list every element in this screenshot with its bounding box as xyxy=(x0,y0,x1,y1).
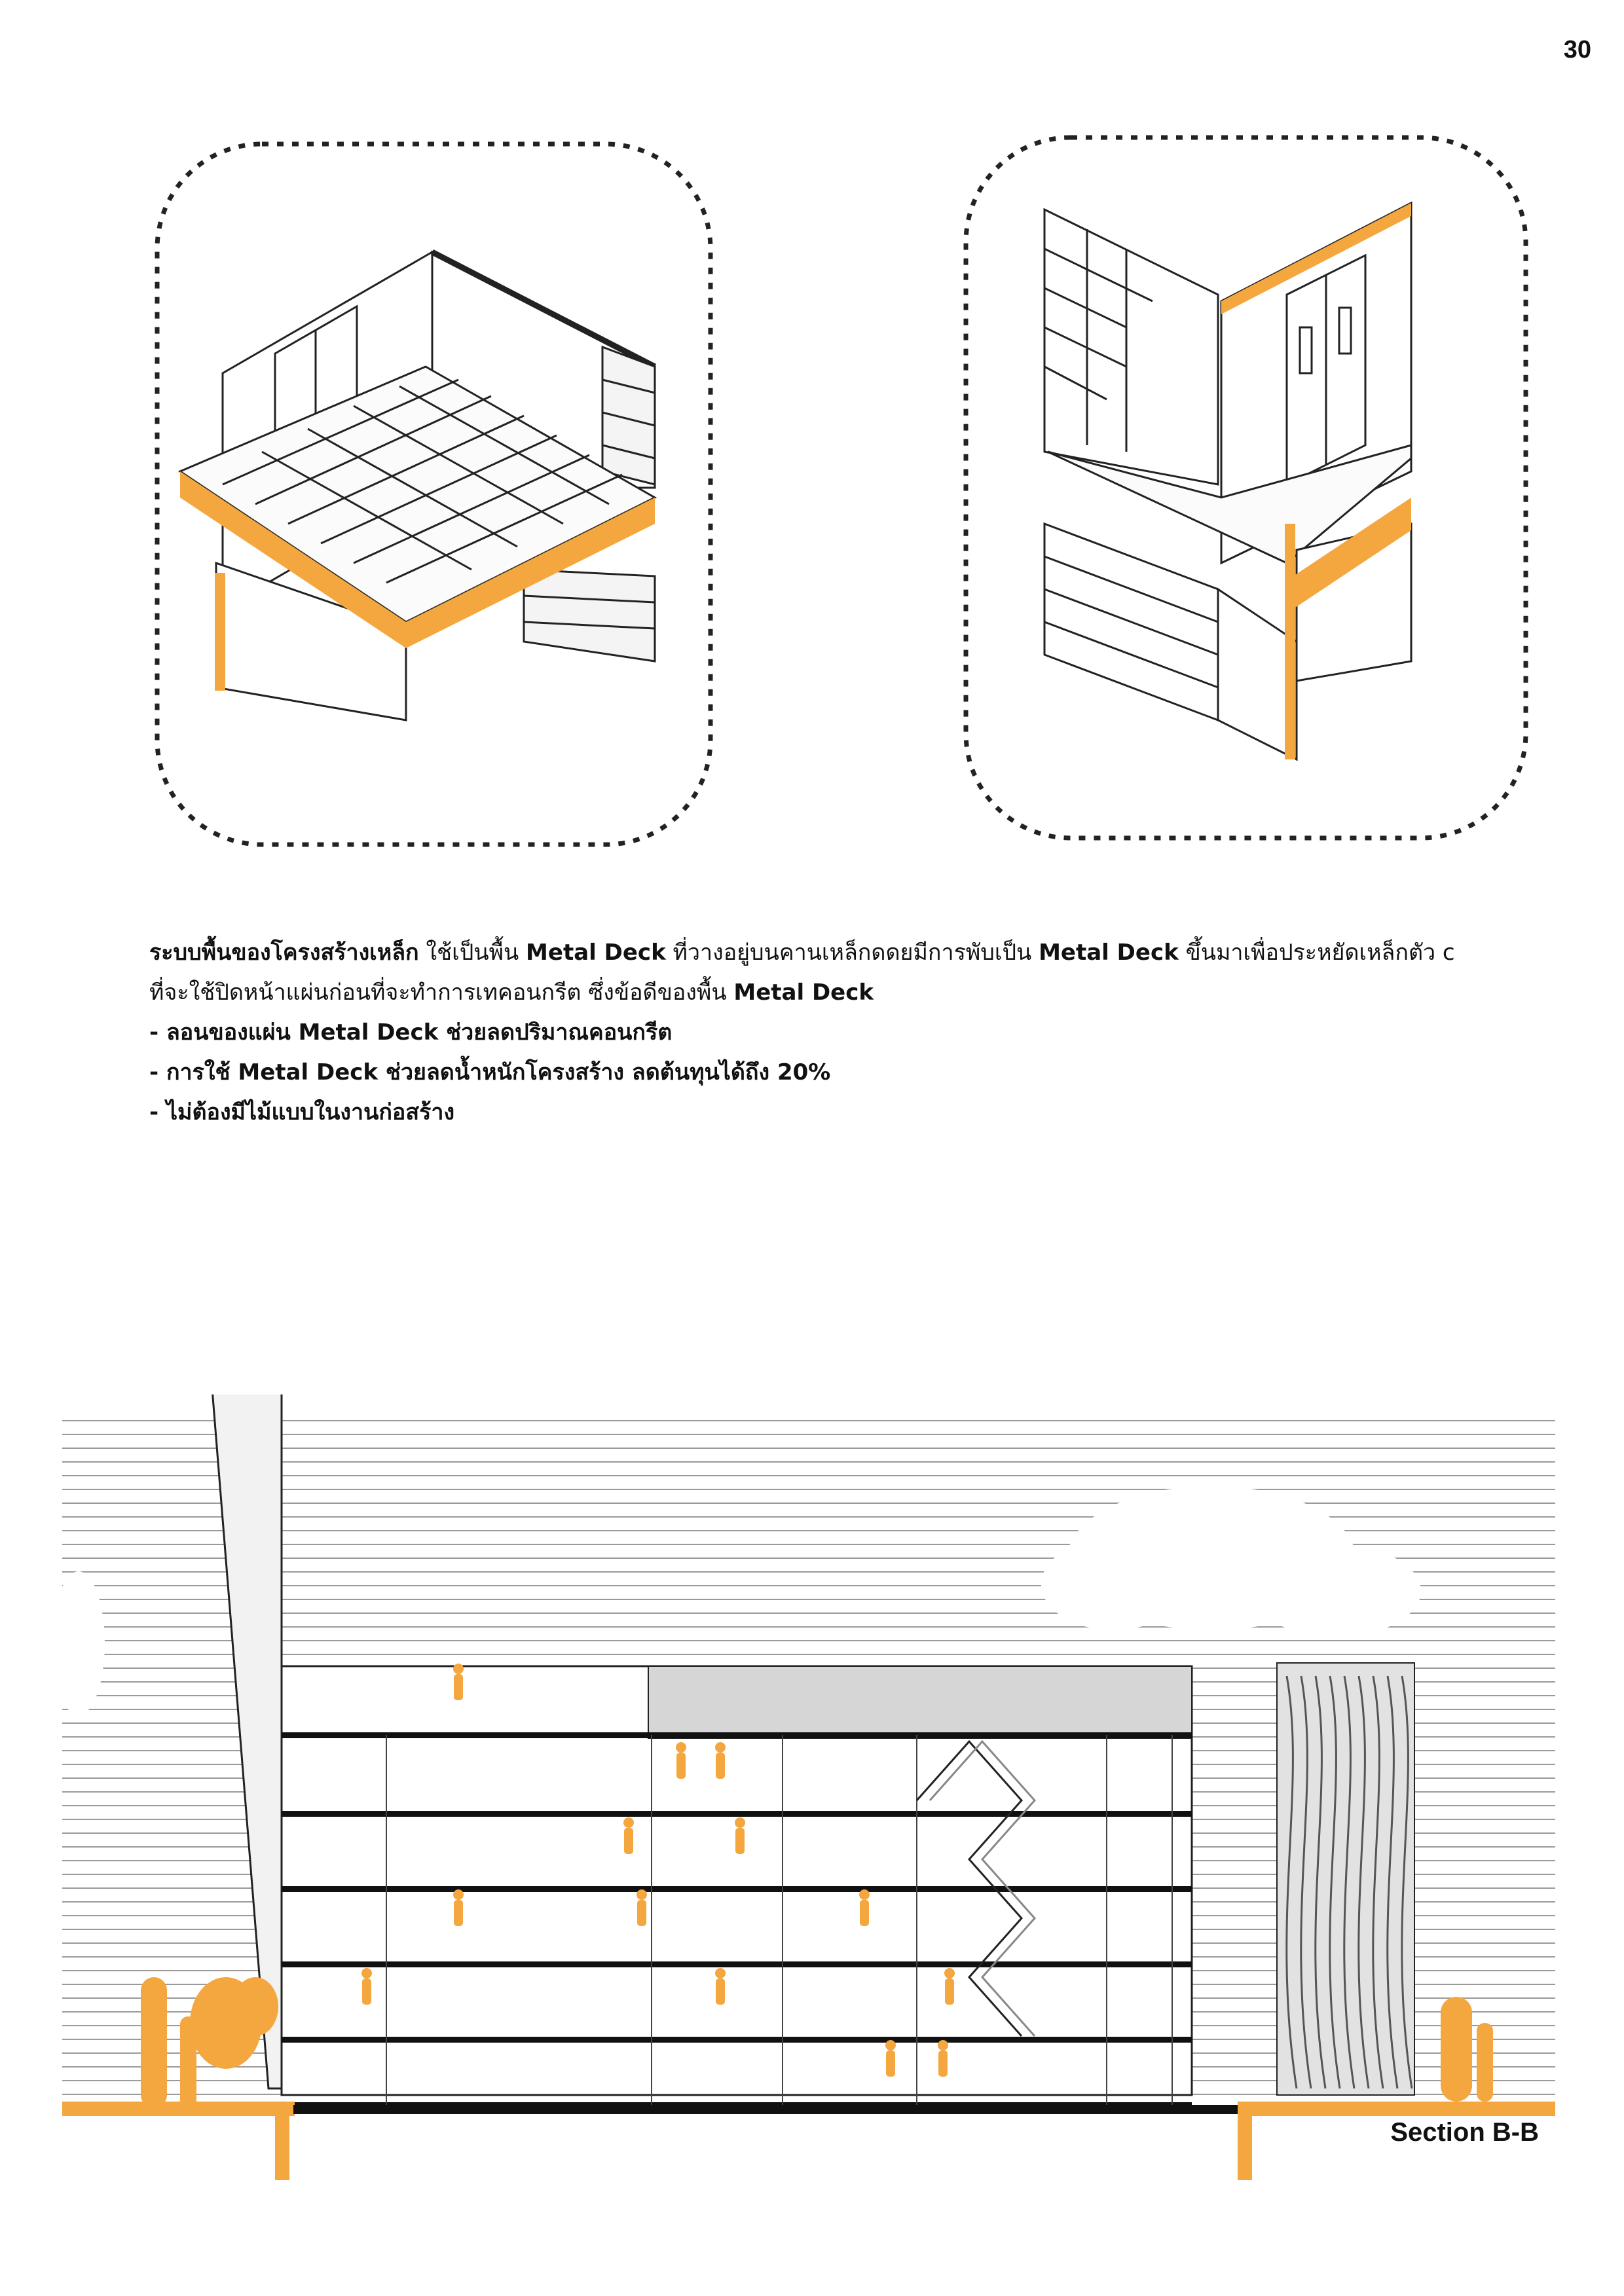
person-figure xyxy=(938,2040,948,2050)
cloud xyxy=(52,1571,105,1715)
person-figure xyxy=(938,2050,948,2077)
description-line-2: ที่จะใช้ปิดหน้าแผ่นก่อนที่จะทำการเทคอนกรีต ซึ่งข้อดีของพื้น Metal Deck xyxy=(149,979,874,1006)
tree xyxy=(141,1977,167,2108)
person-figure xyxy=(676,1753,686,1779)
floor-slab xyxy=(282,1886,1192,1892)
person-figure xyxy=(715,1742,726,1753)
tree xyxy=(1441,1997,1472,2102)
page-number: 30 xyxy=(1563,36,1591,64)
person-figure xyxy=(637,1900,646,1926)
person-figure xyxy=(716,1978,725,2005)
person-figure xyxy=(453,1664,464,1674)
person-figure xyxy=(453,1889,464,1900)
person-figure xyxy=(454,1674,463,1700)
section-label: Section B-B xyxy=(1390,2118,1539,2147)
person-figure xyxy=(624,1828,633,1854)
section-drawing xyxy=(0,1394,1624,2180)
person-figure xyxy=(944,1968,955,1978)
person-figure xyxy=(885,2040,896,2050)
floor-slab xyxy=(282,1732,1192,1738)
wall-door-detail xyxy=(1044,203,1411,759)
person-figure xyxy=(945,1978,954,2005)
person-figure xyxy=(735,1817,745,1828)
isometric-details xyxy=(0,0,1624,871)
cloud xyxy=(1251,1545,1421,1637)
person-figure xyxy=(361,1968,372,1978)
person-figure xyxy=(860,1900,869,1926)
bullet-item: - ลอนของแผ่น Metal Deck ช่วยลดปริมาณคอนกรีต xyxy=(149,1019,673,1046)
column-edge-right xyxy=(1285,524,1295,759)
description-text xyxy=(149,933,1524,1133)
person-figure xyxy=(716,1753,725,1779)
person-figure xyxy=(454,1900,463,1926)
description-line-1: ระบบพื้นของโครงสร้างเหล็ก ใช้เป็นพื้น Metal Deck ที่วางอยู่บนคานเหล็กดดยมีการพับเป็น Metal Deck ขึ้นมาเพื่อประหยัดเหล็กตัว c xyxy=(149,939,1455,966)
tree xyxy=(1477,2023,1493,2102)
column-edge xyxy=(215,573,225,691)
floor-slab xyxy=(282,1811,1192,1817)
ground xyxy=(62,2102,1555,2180)
person-figure xyxy=(886,2050,895,2077)
person-figure xyxy=(715,1968,726,1978)
roof-glass xyxy=(648,1666,1192,1738)
tree xyxy=(232,1977,278,2036)
bullet-item: - ไม่ต้องมีไม้แบบในงานก่อสร้าง xyxy=(149,1099,455,1125)
person-figure xyxy=(676,1742,686,1753)
floor-slab xyxy=(282,2037,1192,2043)
person-figure xyxy=(362,1978,371,2005)
metal-deck-floor-detail xyxy=(180,252,655,720)
bullet-item: - การใช้ Metal Deck ช่วยลดน้ำหนักโครงสร้าง ลดต้นทุนได้ถึง 20% xyxy=(149,1059,831,1085)
person-figure xyxy=(735,1828,745,1854)
cloud xyxy=(1041,1539,1185,1630)
floor-slab xyxy=(282,1961,1192,1967)
person-figure xyxy=(637,1889,647,1900)
person-figure xyxy=(859,1889,870,1900)
description-title: ระบบพื้นของโครงสร้างเหล็ก xyxy=(149,939,419,966)
person-figure xyxy=(623,1817,634,1828)
